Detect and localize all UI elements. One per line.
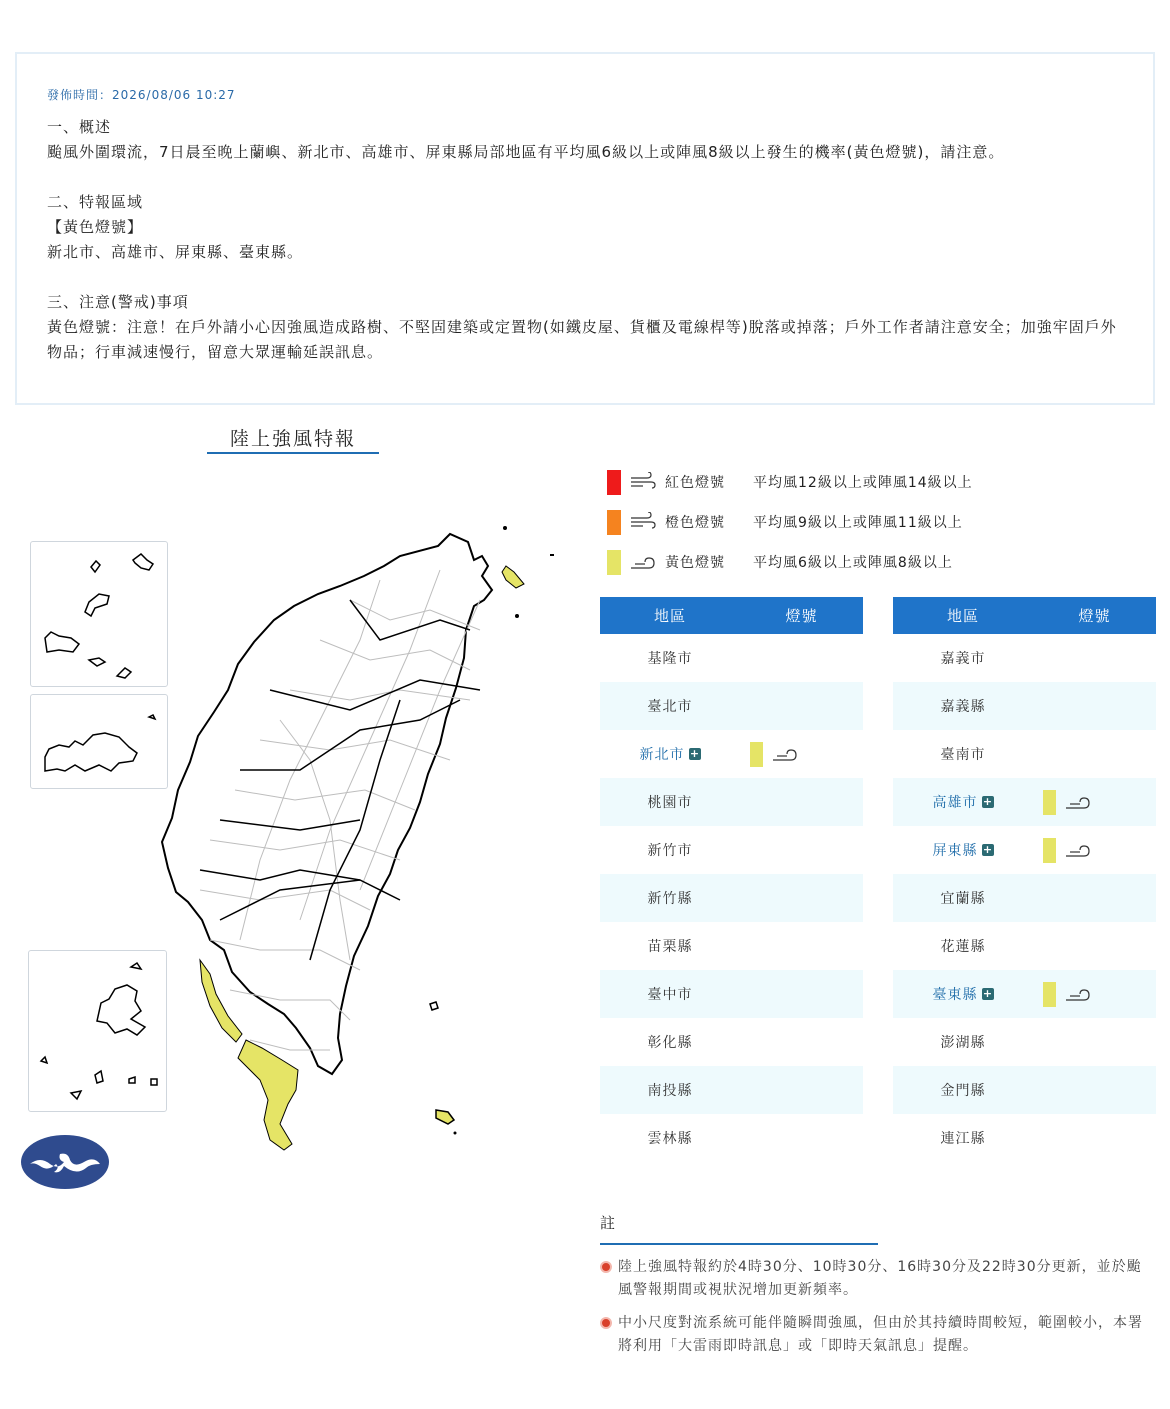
region-name: 連江縣 [940,1131,986,1147]
region-name: 基隆市 [647,651,693,667]
region-name: 臺南市 [940,747,986,763]
signal-cell [1033,982,1156,1007]
expand-plus-icon[interactable]: + [982,987,993,1000]
region-name: 苗栗縣 [647,939,693,955]
signal-cell [740,742,863,767]
table-row [893,682,1156,730]
region-name: 宜蘭縣 [940,891,986,907]
region-name: 嘉義縣 [940,699,986,715]
red-swatch [607,470,621,495]
map-title: 陸上強風特報 [207,424,379,454]
region-name[interactable]: 高雄市 [932,795,978,811]
region-cell[interactable] [893,984,1033,1004]
table-row [893,1066,1156,1114]
legend-orange [607,502,1037,542]
area-heading: 二、特報區域 [47,193,144,211]
table-row [600,970,863,1018]
region-name: 桃園市 [647,795,693,811]
legend-orange-name: 橙色燈號 [665,515,725,531]
overview-heading: 一、概述 [47,118,112,136]
legend-red [607,462,1037,502]
region-name: 臺北市 [647,699,693,715]
region-name: 金門縣 [940,1083,986,1099]
expand-plus-icon[interactable]: + [982,843,993,856]
taiwan-main-island [20,520,560,1200]
region-cell[interactable] [893,792,1033,812]
region-table-left [600,597,863,1162]
region-table-right [893,597,1156,1162]
table-row [600,1018,863,1066]
region-name: 南投縣 [647,1083,693,1099]
expand-plus-icon[interactable]: + [689,747,700,760]
legend-yellow [607,542,1037,582]
table-row [600,874,863,922]
table-row [893,1018,1156,1066]
header-region: 地區 [653,607,686,625]
region-name: 雲林縣 [647,1131,693,1147]
table-row [893,970,1156,1018]
wind-icon [1064,984,1092,1004]
yellow-signal-swatch [1043,790,1056,815]
legend-red-desc: 平均風12級以上或陣風14級以上 [753,475,973,491]
caution-heading: 三、注意(警戒)事項 [47,293,189,311]
bullet-icon [600,1261,612,1273]
region-cell[interactable] [893,840,1033,860]
table-row [600,922,863,970]
yellow-signal-swatch [1043,982,1056,1007]
expand-plus-icon[interactable]: + [982,795,993,808]
header-signal: 燈號 [785,607,818,625]
notes-title: 註 [600,1214,617,1232]
region-name: 臺中市 [647,987,693,1003]
note-text: 中小尺度對流系統可能伴隨瞬間強風，但由於其持續時間較短，範圍較小，本署將利用「大雷雨即時訊息」或「即時天氣訊息」提醒。 [618,1315,1143,1354]
table-header [893,597,1156,634]
table-row [893,874,1156,922]
caution-text: 黃色燈號：注意！在戶外請小心因強風造成路樹、不堅固建築或定置物(如鐵皮屋、貨櫃及電線桿等)脫落或掉落；戶外工作者請注意安全；加強牢固戶外物品；行車減速慢行，留意大眾運輸延誤訊息。 [47,318,1117,361]
orange-swatch [607,510,621,535]
table-row [893,1114,1156,1162]
table-row [600,730,863,778]
overview-text: 颱風外圍環流，7日晨至晚上蘭嶼、新北市、高雄市、屏東縣局部地區有平均風6級以上或陣風8級以上發生的機率(黃色燈號)，請注意。 [47,143,1005,161]
table-row [600,826,863,874]
wind-icon [1064,840,1092,860]
table-row [893,730,1156,778]
region-name: 嘉義市 [940,651,986,667]
region-name: 新竹市 [647,843,693,859]
note-item [600,1312,1150,1358]
wind-icon [629,552,657,572]
region-name: 花蓮縣 [940,939,986,955]
wind-icon [1064,792,1092,812]
legend-yellow-desc: 平均風6級以上或陣風8級以上 [753,555,953,571]
legend [607,462,1037,582]
yellow-signal-swatch [1043,838,1056,863]
alert-area-new-taipei-northeast [502,566,524,588]
table-row [600,682,863,730]
table-row [600,778,863,826]
note-text: 陸上強風特報約於4時30分、10時30分、16時30分及22時30分更新，並於颱風警報期間或視狀況增加更新頻率。 [618,1259,1142,1298]
cwa-logo [20,1134,110,1190]
legend-orange-desc: 平均風9級以上或陣風11級以上 [753,515,963,531]
area-level: 【黃色燈號】 [47,218,144,236]
region-name: 澎湖縣 [940,1035,986,1051]
notes-list [600,1256,1150,1368]
strong-wind-icon [629,472,657,492]
legend-red-name: 紅色燈號 [665,475,725,491]
notes-divider [600,1243,878,1245]
region-name[interactable]: 屏東縣 [932,843,978,859]
table-row [893,778,1156,826]
note-item [600,1256,1150,1302]
signal-cell [1033,838,1156,863]
bulletin-panel [15,52,1155,405]
bullet-icon [600,1317,612,1329]
signal-cell [1033,790,1156,815]
taiwan-wind-map [20,520,560,1200]
yellow-signal-swatch [750,742,763,767]
table-row [600,634,863,682]
region-name[interactable]: 臺東縣 [932,987,978,1003]
alert-area-lanyu [436,1110,454,1124]
region-cell[interactable] [600,744,740,764]
table-row [893,634,1156,682]
table-row [600,1066,863,1114]
table-header [600,597,863,634]
table-row [893,826,1156,874]
header-signal: 燈號 [1078,607,1111,625]
legend-yellow-name: 黃色燈號 [665,555,725,571]
region-name: 新竹縣 [647,891,693,907]
wind-icon [771,744,799,764]
region-name: 彰化縣 [647,1035,693,1051]
strong-wind-icon [629,512,657,532]
alert-area-pingtung [238,1040,298,1150]
yellow-swatch [607,550,621,575]
issue-time: 發佈時間：2026/08/06 10:27 [47,88,236,102]
table-row [893,922,1156,970]
area-list: 新北市、高雄市、屏東縣、臺東縣。 [47,243,304,261]
header-region: 地區 [946,607,979,625]
table-row [600,1114,863,1162]
region-name[interactable]: 新北市 [639,747,685,763]
